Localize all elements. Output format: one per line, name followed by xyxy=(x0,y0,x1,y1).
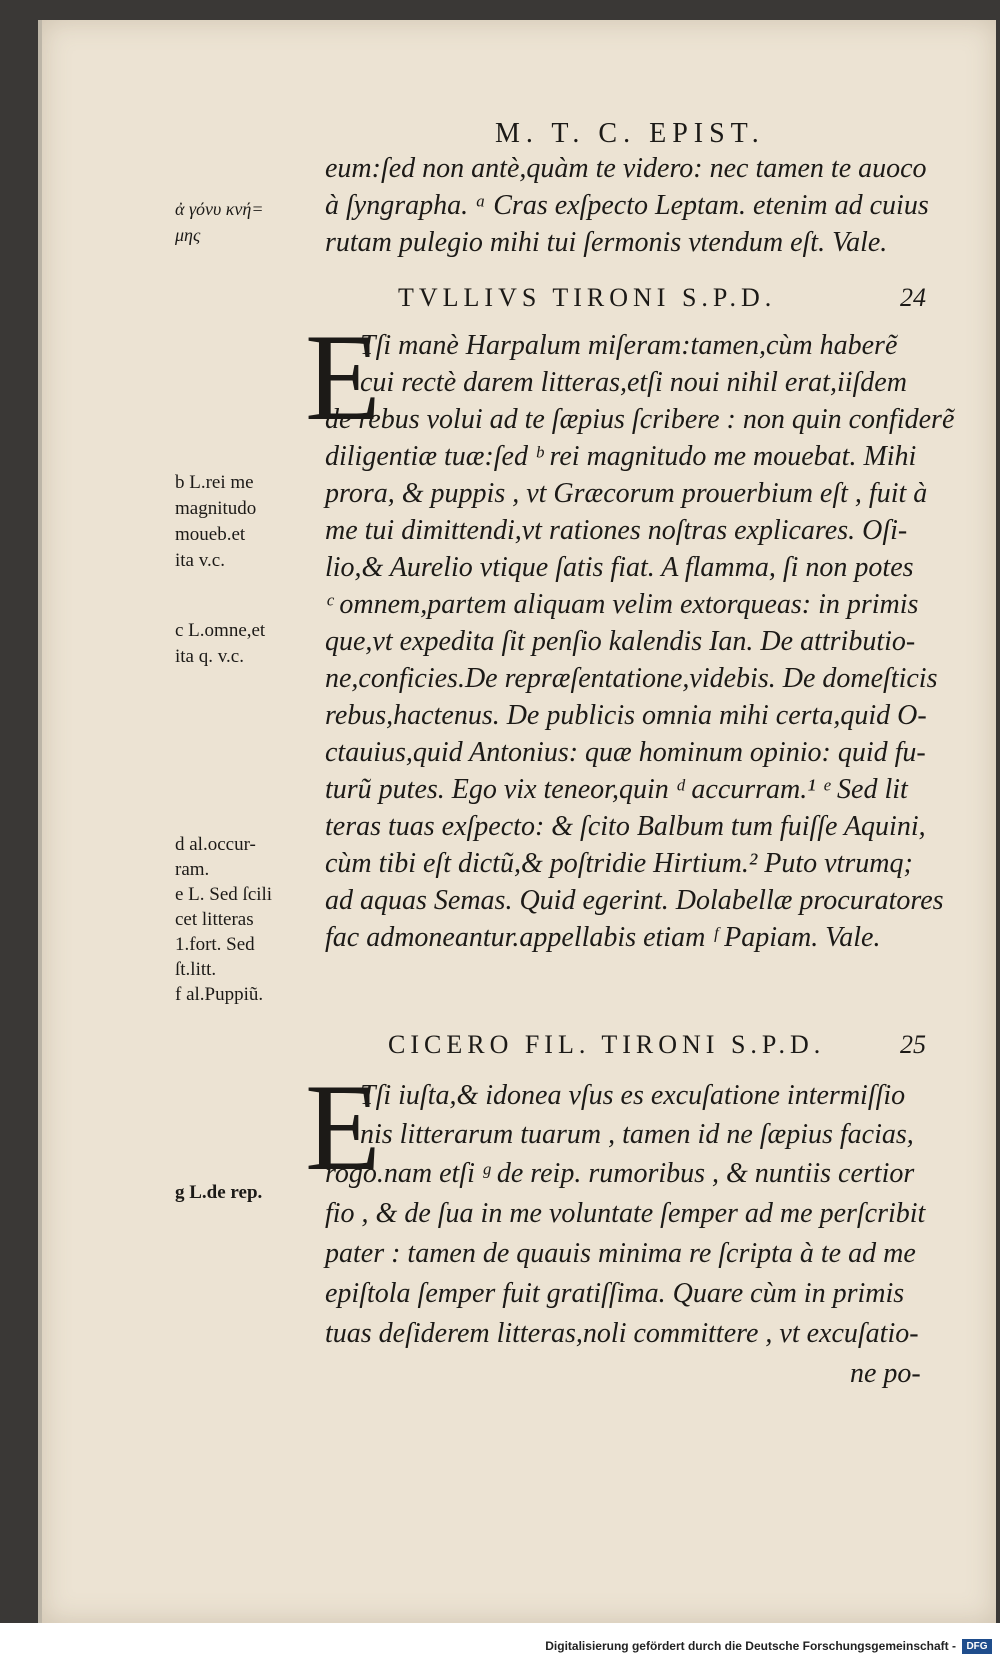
text-line: fio , & de ſua in me voluntate ſemper ad me perſcribit xyxy=(325,1198,926,1229)
text-line: diligentiæ tuæ:ſed ᵇ rei magnitudo me mouebat. Mihi xyxy=(325,441,917,472)
text-line: ᶜ omnem,partem aliquam velim extorqueas: in primis xyxy=(325,589,919,620)
text-line: pater : tamen de quauis minima re ſcripta à te ad me xyxy=(325,1238,916,1269)
text-line: me tui dimittendi,vt rationes noſtras explicares. Oſi- xyxy=(325,515,908,546)
text-line: eum:ſed non antè,quàm te videro: nec tamen te auoco xyxy=(325,153,927,184)
running-head: M. T. C. EPIST. xyxy=(495,118,765,149)
letter-heading: CICERO FIL. TIRONI S.P.D. xyxy=(388,1030,826,1059)
text-line: lio,& Aurelio vtique ſatis fiat. A flamma, ſi non potes xyxy=(325,552,914,583)
margin-note-b: b L.rei me magnitudo moueb.et ita v.c. xyxy=(175,472,257,571)
footer-credit: Digitalisierung gefördert durch die Deutsche Forschungsgemeinschaft - xyxy=(545,1639,956,1653)
text-line: que,vt expedita ſit penſio kalendis Ian. De attributio- xyxy=(325,626,916,657)
text-line: cui rectè darem litteras,etſi noui nihil erat,iiſdem xyxy=(360,367,907,398)
footer-bar xyxy=(0,1623,1000,1663)
text-line: nis litterarum tuarum , tamen id ne ſæpius facias, xyxy=(360,1119,914,1150)
text-line: epiſtola ſemper fuit gratiſſima. Quare cùm in primis xyxy=(325,1278,905,1309)
text-line: de rebus volui ad te ſæpius ſcribere : non quin confiderẽ xyxy=(325,404,955,435)
text-line: rutam pulegio mihi tui ſermonis vtendum eſt. Vale. xyxy=(325,227,888,258)
text-line: teras tuas exſpecto: & ſcito Balbum tum fuiſſe Aquini, xyxy=(325,811,926,842)
text-line: tuas deſiderem litteras,noli committere , vt excuſatio- xyxy=(325,1318,919,1349)
letter-heading: TVLLIVS TIRONI S.P.D. xyxy=(398,283,777,312)
letter-number: 24 xyxy=(900,283,926,312)
margin-note-g: g L.de rep. xyxy=(175,1182,263,1203)
drop-cap: E xyxy=(305,1059,381,1196)
text-line: ad aquas Semas. Quid egerint. Dolabellæ procuratores xyxy=(325,885,944,916)
margin-note-d: d al.occur- ram. e L. Sed ſcili cet litteras 1.fort. Sed ſt.litt. f al.Puppiũ. xyxy=(175,834,273,1005)
text-line: rogo.nam etſi ᵍ de reip. rumoribus , & nuntiis certior xyxy=(325,1158,915,1189)
margin-note-c: c L.omne,et ita q. v.c. xyxy=(175,620,266,667)
text-line: ctauius,quid Antonius: quæ hominum opinio: quid fu- xyxy=(325,737,926,768)
dfg-logo: DFG xyxy=(962,1639,992,1654)
letter-number: 25 xyxy=(900,1030,926,1059)
text-line: Tſi iuſta,& idonea vſus es excuſatione intermiſſio xyxy=(360,1080,906,1111)
text-line: à ſyngrapha. ᵃ Cras exſpecto Leptam. etenim ad cuius xyxy=(325,190,929,221)
text-line: fac admoneantur.appellabis etiam ᶠ Papiam. Vale. xyxy=(325,922,881,953)
text-line: prora, & puppis , vt Græcorum prouerbium eſt , fuit à xyxy=(325,478,928,509)
text-line: turũ putes. Ego vix teneor,quin ᵈ accurram.¹ ᵉ Sed lit xyxy=(325,774,908,805)
text-line: cùm tibi eſt dictũ,& poſtridie Hirtium.² Puto vtrumq; xyxy=(325,848,913,879)
text-line: Tſi manè Harpalum miſeram:tamen,cùm haberẽ xyxy=(360,330,898,361)
catchword: ne po- xyxy=(850,1358,921,1389)
text-line: ne,conficies.De repræſentatione,videbis. De domeſticis xyxy=(325,663,938,694)
drop-cap: E xyxy=(305,309,381,446)
margin-note-a: ἀ γόνυ κνή= μης xyxy=(175,199,264,245)
text-line: rebus,hactenus. De publicis omnia mihi certa,quid O- xyxy=(325,700,927,731)
